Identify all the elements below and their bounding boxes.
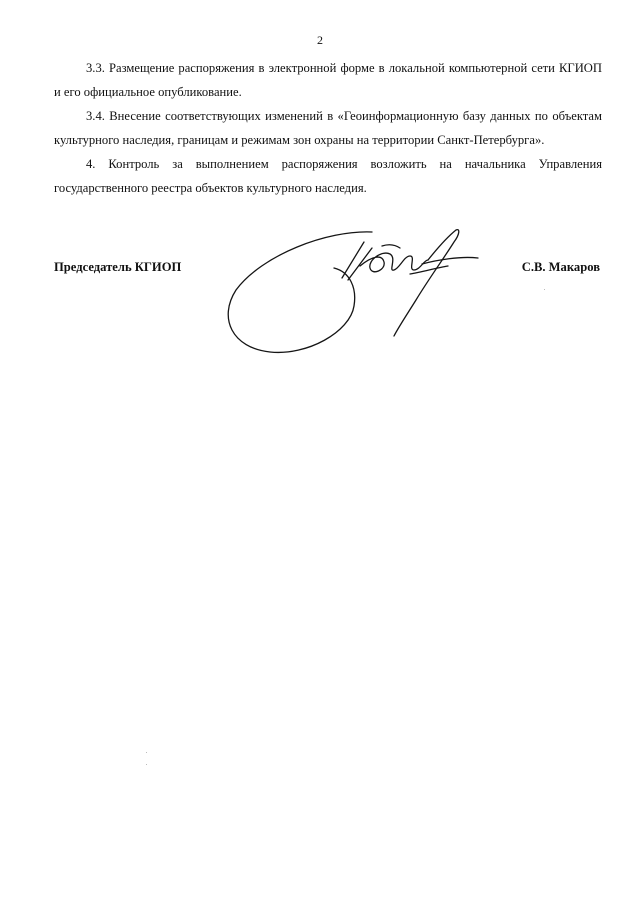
paragraph-4: 4. Контроль за выполнением распоряжения возложить на начальника Управления государственного реестра объектов культурного наследия. (54, 157, 602, 195)
page-number: 2 (317, 33, 323, 47)
signatory-role: Председатель КГИОП (54, 260, 182, 274)
handwritten-signature (222, 220, 502, 360)
paragraph-3-4: 3.4. Внесение соответствующих изменений в «Геоинформационную базу данных по объектам культурного наследия, границам и режимам зон охраны на территории Санкт-Петербурга». (54, 109, 602, 147)
scan-speck (146, 764, 147, 765)
document-body (54, 56, 602, 200)
scan-speck (544, 289, 545, 290)
scan-speck (146, 752, 147, 753)
paragraph-3-3: 3.3. Размещение распоряжения в электронной форме в локальной компьютерной сети КГИОП и его официальное опубликование. (54, 61, 602, 99)
signatory-name: С.В. Макаров (521, 260, 600, 274)
